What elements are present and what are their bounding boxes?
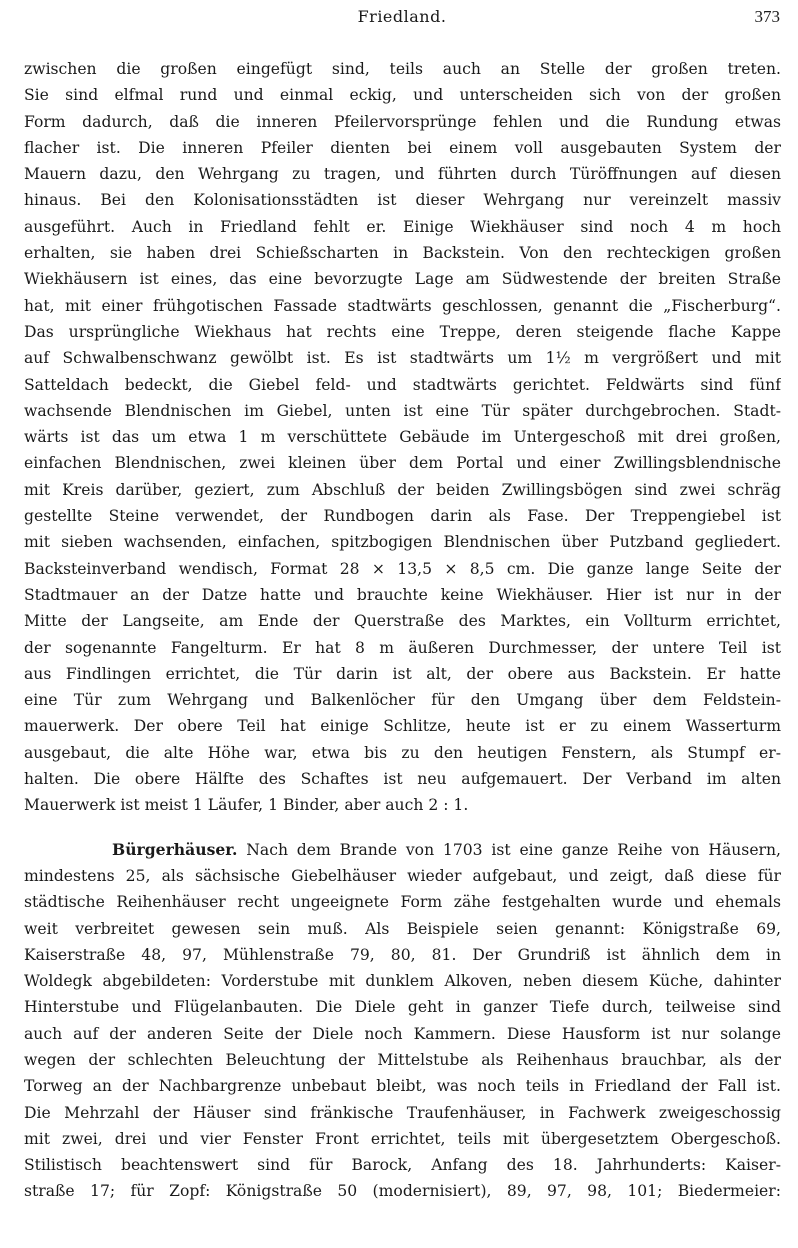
text-line: mit zwei, drei und vier Fenster Front errichtet, teils mit übergesetztem Obergeschoß. xyxy=(24,1129,781,1148)
text-line: Mauerwerk ist meist 1 Läufer, 1 Binder, aber auch 2 : 1. xyxy=(24,796,469,815)
text-line: Torweg an der Nachbargrenze unbebaut bleibt, was noch teils in Friedland der Fall ist. xyxy=(24,1077,781,1096)
section-lead: Bürgerhäuser. xyxy=(112,839,238,859)
paragraph-buergerhaeuser xyxy=(24,837,781,1205)
text-line: Wiekhäusern ist eines, das eine bevorzugte Lage am Südwestende der breiten Straße xyxy=(24,270,781,289)
text-line: Das ursprüngliche Wiekhaus hat rechts eine Treppe, deren steigende flache Kappe xyxy=(24,322,781,341)
text-line: zwischen die großen eingefügt sind, teils auch an Stelle der großen treten. xyxy=(24,60,781,78)
text-line: Form dadurch, daß die inneren Pfeilervorsprünge fehlen und die Rundung etwas xyxy=(24,112,781,131)
text-line: Mauern dazu, den Wehrgang zu tragen, und führten durch Türöffnungen auf diesen xyxy=(24,165,781,184)
text-line: erhalten, sie haben drei Schießscharten in Backstein. Von den rechteckigen großen xyxy=(24,244,781,263)
text-line: städtische Reihenhäuser recht ungeeignete Form zähe festgehalten wurde und ehemals xyxy=(24,893,781,912)
text-line: Kaiserstraße 48, 97, Mühlenstraße 79, 80, 81. Der Grundriß ist ähnlich dem in xyxy=(24,945,781,964)
text-line: Satteldach bedeckt, die Giebel feld- und stadtwärts gerichtet. Feldwärts sind fünf xyxy=(24,375,781,394)
text-line: eine Tür zum Wehrgang und Balkenlöcher für den Umgang über dem Feldstein- xyxy=(24,691,781,710)
running-head xyxy=(24,7,780,31)
text-line: Die Mehrzahl der Häuser sind fränkische Traufenhäuser, in Fachwerk zweigeschossig xyxy=(24,1103,781,1122)
text-line: halten. Die obere Hälfte des Schaftes ist neu aufgemauert. Der Verband im alten xyxy=(24,770,781,789)
page-number: 373 xyxy=(754,7,780,26)
text-line: Sie sind elfmal rund und einmal eckig, und unterscheiden sich von der großen xyxy=(24,86,781,105)
text-line: mit sieben wachsenden, einfachen, spitzbogigen Blendnischen über Putzband gegliedert. xyxy=(24,533,781,552)
paragraph-gap xyxy=(24,819,781,837)
text-line: straße 17; für Zopf: Königstraße 50 (modernisiert), 89, 97, 98, 101; Biedermeier: xyxy=(24,1182,781,1201)
running-title: Friedland. xyxy=(357,7,447,26)
text-line: aus Findlingen errichtet, die Tür darin ist alt, der obere aus Backstein. Er hatte xyxy=(24,664,781,683)
text-line: Stadtmauer an der Datze hatte und brauchte keine Wiekhäuser. Hier ist nur in der xyxy=(24,585,781,604)
text-line: ausgebaut, die alte Höhe war, etwa bis zu den heutigen Fenstern, als Stumpf er- xyxy=(24,743,781,762)
text-line: Stilistisch beachtenswert sind für Barock, Anfang des 18. Jahrhunderts: Kaiser- xyxy=(24,1156,781,1175)
text-line: mit Kreis darüber, geziert, zum Abschluß der beiden Zwillingsbögen sind zwei schräg xyxy=(24,480,781,499)
text-line: mauerwerk. Der obere Teil hat einige Schlitze, heute ist er zu einem Wasserturm xyxy=(24,717,781,736)
text-line: flacher ist. Die inneren Pfeiler dienten bei einem voll ausgebauten System der xyxy=(24,138,781,157)
text-line: Backsteinverband wendisch, Format 28 × 13,5 × 8,5 cm. Die ganze lange Seite der xyxy=(24,559,781,578)
paragraph-fortifications xyxy=(24,56,781,819)
text-line xyxy=(24,837,781,863)
text-line: hinaus. Bei den Kolonisationsstädten ist dieser Wehrgang nur vereinzelt massiv xyxy=(24,191,781,210)
text-line: Woldegk abgebildeten: Vorderstube mit dunklem Alkoven, neben diesem Küche, dahinter xyxy=(24,972,781,991)
text-line: ausgeführt. Auch in Friedland fehlt er. Einige Wiekhäuser sind noch 4 m hoch xyxy=(24,217,781,236)
lead-line-rest: Nach dem Brande von 1703 ist eine ganze Reihe von Häusern, xyxy=(237,840,781,859)
text-line: hat, mit einer frühgotischen Fassade stadtwärts geschlossen, genannt die „Fischerburg“. xyxy=(24,296,781,315)
text-line: gestellte Steine verwendet, der Rundbogen darin als Fase. Der Treppengiebel ist xyxy=(24,507,781,526)
text-line: wegen der schlechten Beleuchtung der Mittelstube als Reihenhaus brauchbar, als der xyxy=(24,1050,781,1069)
text-line: einfachen Blendnischen, zwei kleinen über dem Portal und einer Zwillingsblendnische xyxy=(24,454,781,473)
body-text xyxy=(24,56,781,1205)
text-line: wachsende Blendnischen im Giebel, unten ist eine Tür später durchgebrochen. Stadt- xyxy=(24,401,781,420)
text-line: auch auf der anderen Seite der Diele noch Kammern. Diese Hausform ist nur solange xyxy=(24,1024,781,1043)
text-line: auf Schwalbenschwanz gewölbt ist. Es ist stadtwärts um 1½ m vergrößert und mit xyxy=(24,349,781,368)
text-line: Hinterstube und Flügelanbauten. Die Diele geht in ganzer Tiefe durch, teilweise sind xyxy=(24,998,781,1017)
text-line: weit verbreitet gewesen sein muß. Als Beispiele seien genannt: Königstraße 69, xyxy=(24,919,781,938)
text-line: wärts ist das um etwa 1 m verschüttete Gebäude im Untergeschoß mit drei großen, xyxy=(24,428,781,447)
text-line: der sogenannte Fangelturm. Er hat 8 m äußeren Durchmesser, der untere Teil ist xyxy=(24,638,781,657)
text-line: mindestens 25, als sächsische Giebelhäuser wieder aufgebaut, und zeigt, daß diese für xyxy=(24,866,781,885)
text-line: Mitte der Langseite, am Ende der Querstraße des Marktes, ein Vollturm errichtet, xyxy=(24,612,781,631)
